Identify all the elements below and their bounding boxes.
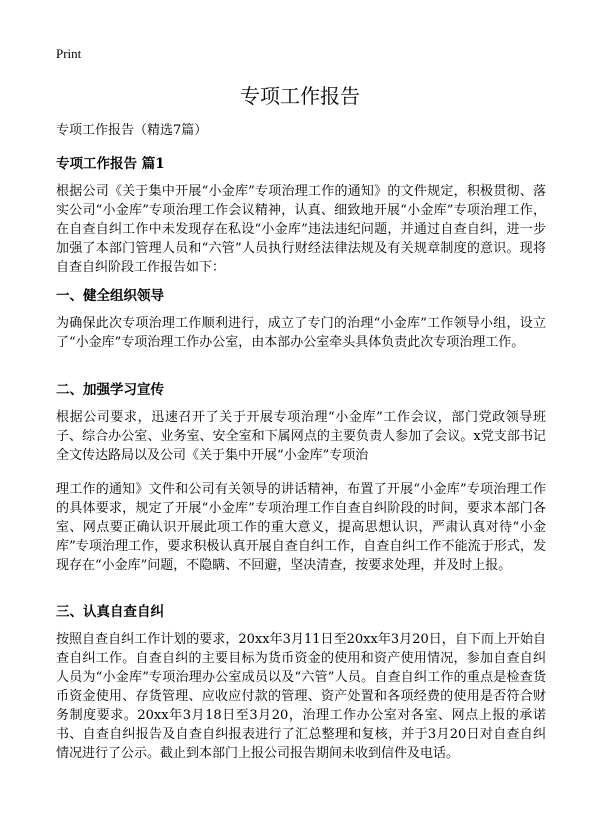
print-link[interactable]: Print <box>56 46 82 61</box>
section-2-paragraph-2: 理工作的通知》文件和公司有关领导的讲话精神，布置了开展“小金库”专项治理工作的具体要求，规定了开展“小金库”专项治理工作自查自纠阶段的时间，要求本部门各室、网点要正确认识开展此项工作的重大意义，提高思想认识，严肃认真对待“小金库”专项治理工作，要求积极认真开展自查自纠工作，自查自纠工作不能流于形式，发现存在“小金库”问题，不隐瞒、不回避，坚决清查，按要求处理，并及时上报。 <box>56 482 546 573</box>
document-title: 专项工作报告 <box>240 84 360 108</box>
section-heading-1: 一、健全组织领导 <box>56 288 164 304</box>
intro-paragraph: 根据公司《关于集中开展“小金库”专项治理工作的通知》的文件规定，积极贯彻、落实公司“小金库”专项治理工作会议精神，认真、细致地开展“小金库”专项治理工作，在自查自纠工作中未发现存在私设“小金库”违法违纪问题，并通过自查自纠，进一步加强了本部门管理人员和“六管”人员执行财经法律法规及有关规章制度的意识。现将自查自纠阶段工作报告如下： <box>56 184 546 275</box>
article-heading: 专项工作报告 篇1 <box>56 156 165 172</box>
document-subtitle: 专项工作报告（精选7篇） <box>56 123 208 138</box>
section-1-paragraph-1: 为确保此次专项治理工作顺利进行，成立了专门的治理“小金库”工作领导小组，设立了“小金库”专项治理工作办公室，由本部办公室牵头具体负责此次专项治理工作。 <box>56 316 546 350</box>
section-heading-2: 二、加强学习宣传 <box>56 382 164 398</box>
section-2-paragraph-1: 根据公司要求，迅速召开了关于开展专项治理“小金库”工作会议，部门党政领导班子、综合办公室、业务室、安全室和下属网点的主要负责人参加了会议。x党支部书记全文传达路局以及公司《关于集中开展“小金库”专项治 <box>56 410 546 463</box>
section-3-paragraph-1: 按照自查自纠工作计划的要求，20xx年3月11日至20xx年3月20日，自下而上开始自查自纠工作。自查自纠的主要目标为货币资金的使用和资产使用情况，参加自查自纠人员为“小金库”专项治理办公室成员以及“六管”人员。自查自纠工作的重点是检查货币资金使用、存货管理、应收应付款的管理、资产处置和各项经费的使用是否符合财务制度要求。20xx年3月18日至3月20，治理工作办公室对各室、网点上报的承诺书、自查自纠报告及自查自纠报表进行了汇总整理和复核，并于3月20日对自查自纠情况进行了公示。截止到本部门上报公司报告期间未收到信件及电话。 <box>56 632 546 761</box>
section-heading-3: 三、认真自查自纠 <box>56 604 164 620</box>
